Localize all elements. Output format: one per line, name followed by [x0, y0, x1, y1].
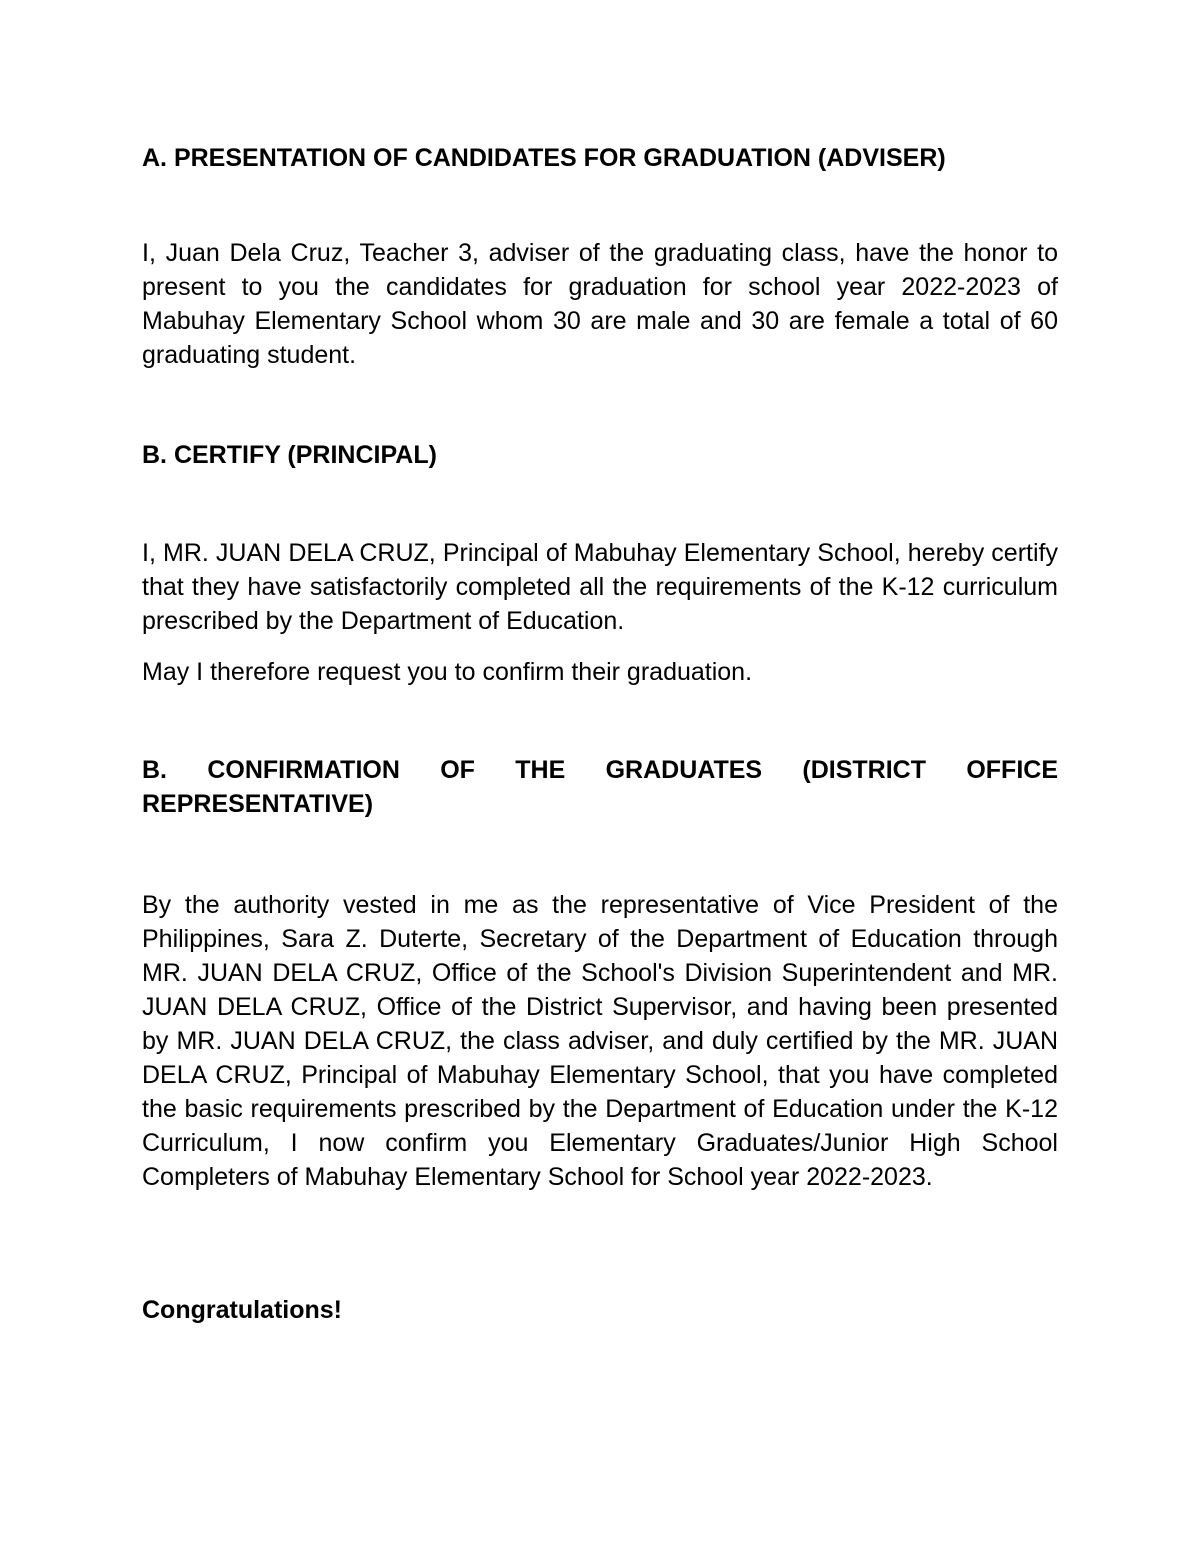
document-page [142, 0, 1058, 1553]
section-b-certify-heading: B. CERTIFY (PRINCIPAL) [142, 441, 437, 469]
closing-congratulations: Congratulations! [142, 1296, 342, 1324]
section-b-confirmation-heading: B. CONFIRMATION OF THE GRADUATES (DISTRICT OFFICE REPRESENTATIVE) [142, 756, 1058, 818]
section-a-body: I, Juan Dela Cruz, Teacher 3, adviser of the graduating class, have the honor to present to you the candidates for graduation for school year 2022-2023 of Mabuhay Elementary School whom 30 are male and 30 are female a total of 60 graduating student. [142, 239, 1058, 369]
section-b-certify-request: May I therefore request you to confirm their graduation. [142, 658, 753, 686]
section-b-certify-body: I, MR. JUAN DELA CRUZ, Principal of Mabuhay Elementary School, hereby certify that they have satisfactorily completed all the requirements of the K-12 curriculum prescribed by the Department of Education. [142, 539, 1058, 635]
section-a-heading: A. PRESENTATION OF CANDIDATES FOR GRADUATION (ADVISER) [142, 144, 946, 172]
section-b-confirmation-body: By the authority vested in me as the representative of Vice President of the Philippines, Sara Z. Duterte, Secretary of the Department of Education through MR. JUAN DELA CRUZ, Office of the School's Division Superintendent and MR. JUAN DELA CRUZ, Office of the District Supervisor, and having been presented by MR. JUAN DELA CRUZ, the class adviser, and duly certified by the MR. JUAN DELA CRUZ, Principal of Mabuhay Elementary School, that you have completed the basic requirements prescribed by the Department of Education under the K-12 Curriculum, I now confirm you Elementary Graduates/Junior High School Completers of Mabuhay Elementary School for School year 2022-2023. [142, 891, 1058, 1191]
